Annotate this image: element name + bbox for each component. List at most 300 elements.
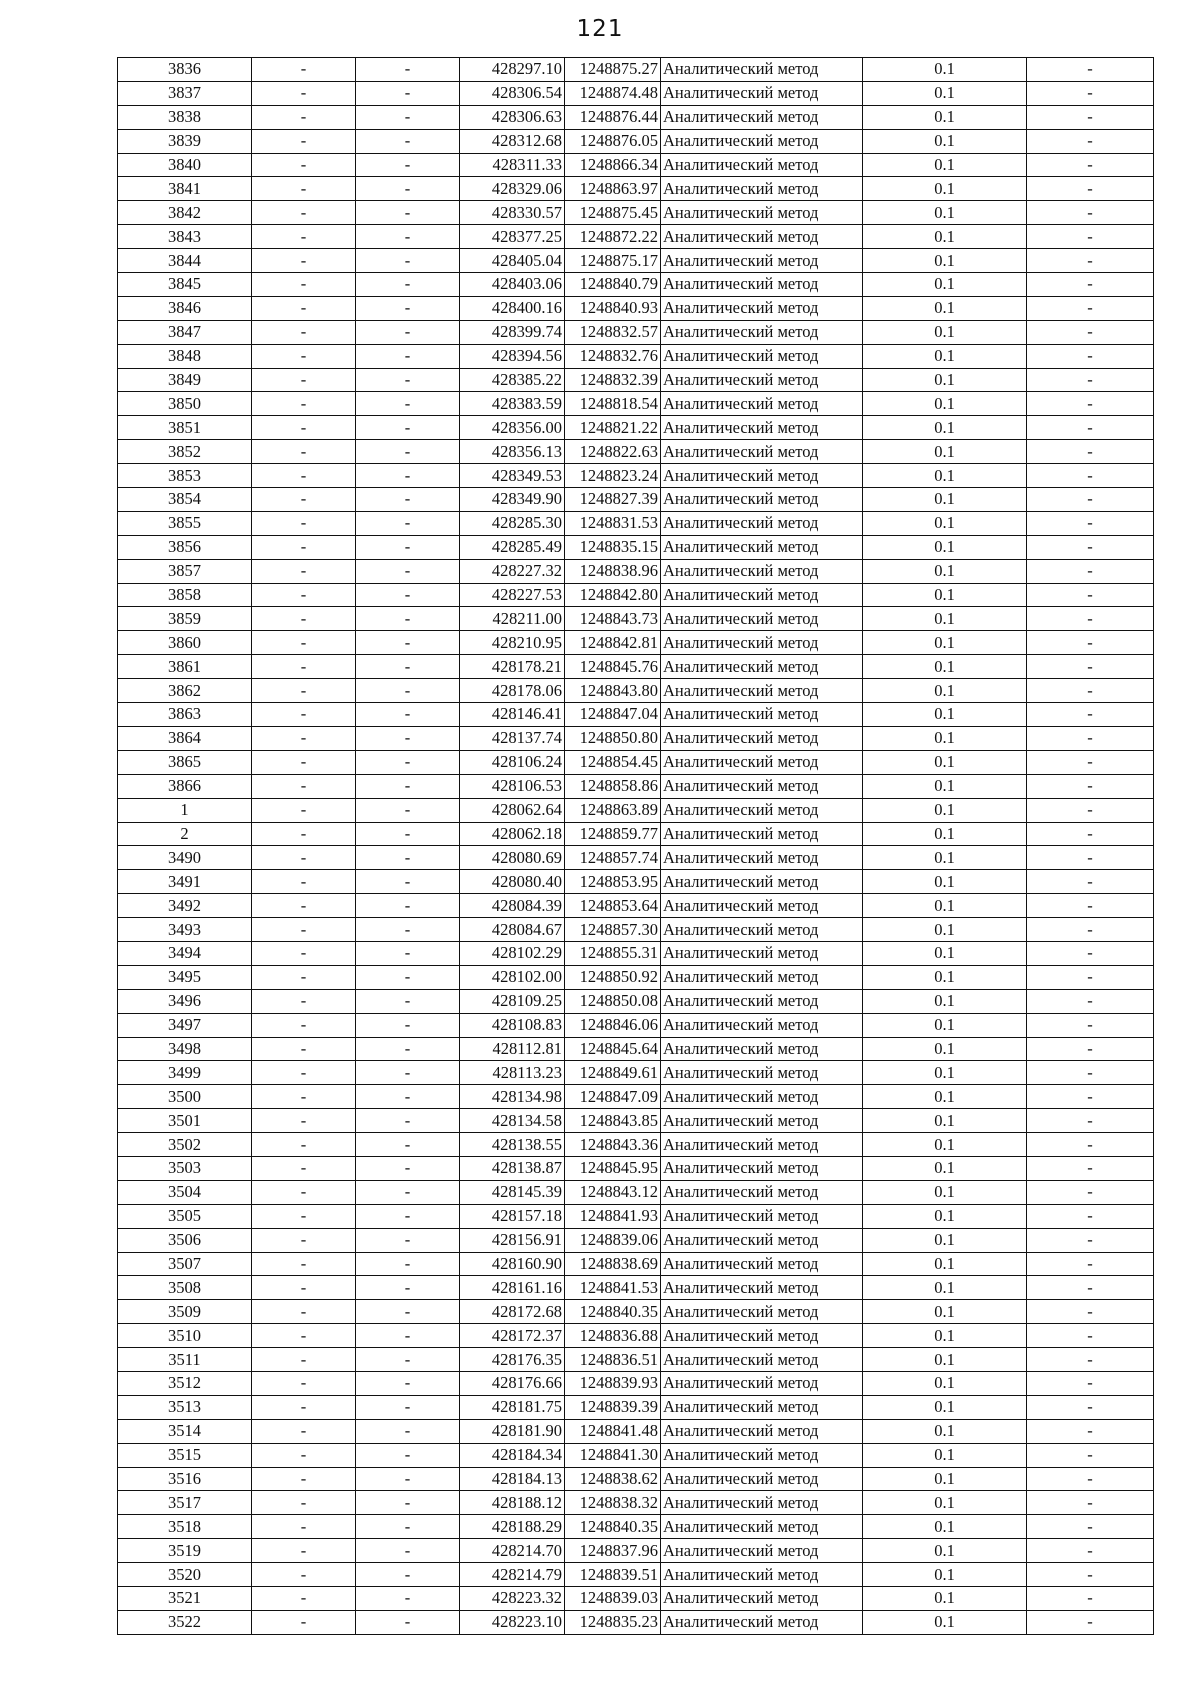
accuracy-cell: 0.1 <box>863 1610 1027 1634</box>
dash-cell: - <box>356 105 460 129</box>
table-row <box>118 1037 1154 1061</box>
point-number-cell: 3840 <box>118 153 252 177</box>
dash-cell: - <box>1027 153 1154 177</box>
point-number-cell: 3497 <box>118 1013 252 1037</box>
dash-cell: - <box>1027 1419 1154 1443</box>
dash-cell: - <box>1027 989 1154 1013</box>
dash-cell: - <box>1027 464 1154 488</box>
point-number-cell: 3866 <box>118 774 252 798</box>
dash-cell: - <box>1027 679 1154 703</box>
table-row <box>118 846 1154 870</box>
point-number-cell: 3491 <box>118 870 252 894</box>
y-coordinate-cell: 1248840.79 <box>565 273 661 297</box>
point-number-cell: 3865 <box>118 750 252 774</box>
accuracy-cell: 0.1 <box>863 559 1027 583</box>
accuracy-cell: 0.1 <box>863 846 1027 870</box>
table-row <box>118 583 1154 607</box>
table-row <box>118 1467 1154 1491</box>
method-cell: Аналитический метод <box>661 1587 863 1611</box>
accuracy-cell: 0.1 <box>863 1467 1027 1491</box>
point-number-cell: 3839 <box>118 129 252 153</box>
point-number-cell: 3846 <box>118 296 252 320</box>
method-cell: Аналитический метод <box>661 1419 863 1443</box>
method-cell: Аналитический метод <box>661 1133 863 1157</box>
dash-cell: - <box>1027 320 1154 344</box>
point-number-cell: 3844 <box>118 249 252 273</box>
accuracy-cell: 0.1 <box>863 1419 1027 1443</box>
table-row <box>118 392 1154 416</box>
dash-cell: - <box>356 1133 460 1157</box>
y-coordinate-cell: 1248854.45 <box>565 750 661 774</box>
table-row <box>118 225 1154 249</box>
accuracy-cell: 0.1 <box>863 440 1027 464</box>
dash-cell: - <box>356 798 460 822</box>
dash-cell: - <box>1027 1395 1154 1419</box>
accuracy-cell: 0.1 <box>863 1371 1027 1395</box>
dash-cell: - <box>356 1037 460 1061</box>
dash-cell: - <box>356 1061 460 1085</box>
dash-cell: - <box>1027 631 1154 655</box>
table-row <box>118 249 1154 273</box>
table-row <box>118 607 1154 631</box>
dash-cell: - <box>1027 296 1154 320</box>
accuracy-cell: 0.1 <box>863 989 1027 1013</box>
dash-cell: - <box>356 535 460 559</box>
dash-cell: - <box>252 1204 356 1228</box>
y-coordinate-cell: 1248836.51 <box>565 1348 661 1372</box>
x-coordinate-cell: 428223.32 <box>460 1587 565 1611</box>
accuracy-cell: 0.1 <box>863 153 1027 177</box>
point-number-cell: 3503 <box>118 1156 252 1180</box>
dash-cell: - <box>356 1156 460 1180</box>
x-coordinate-cell: 428178.21 <box>460 655 565 679</box>
table-row <box>118 440 1154 464</box>
dash-cell: - <box>252 1443 356 1467</box>
method-cell: Аналитический метод <box>661 1443 863 1467</box>
x-coordinate-cell: 428080.69 <box>460 846 565 870</box>
dash-cell: - <box>252 1587 356 1611</box>
dash-cell: - <box>1027 177 1154 201</box>
table-row <box>118 320 1154 344</box>
point-number-cell: 3522 <box>118 1610 252 1634</box>
table-row <box>118 1395 1154 1419</box>
x-coordinate-cell: 428306.63 <box>460 105 565 129</box>
point-number-cell: 3857 <box>118 559 252 583</box>
dash-cell: - <box>356 655 460 679</box>
y-coordinate-cell: 1248840.93 <box>565 296 661 320</box>
dash-cell: - <box>356 464 460 488</box>
method-cell: Аналитический метод <box>661 1491 863 1515</box>
dash-cell: - <box>252 1133 356 1157</box>
table-row <box>118 1371 1154 1395</box>
accuracy-cell: 0.1 <box>863 344 1027 368</box>
dash-cell: - <box>252 1276 356 1300</box>
table-row <box>118 1443 1154 1467</box>
dash-cell: - <box>252 631 356 655</box>
dash-cell: - <box>356 679 460 703</box>
x-coordinate-cell: 428108.83 <box>460 1013 565 1037</box>
y-coordinate-cell: 1248835.23 <box>565 1610 661 1634</box>
y-coordinate-cell: 1248875.45 <box>565 201 661 225</box>
point-number-cell: 3505 <box>118 1204 252 1228</box>
dash-cell: - <box>356 607 460 631</box>
accuracy-cell: 0.1 <box>863 822 1027 846</box>
x-coordinate-cell: 428138.87 <box>460 1156 565 1180</box>
x-coordinate-cell: 428188.29 <box>460 1515 565 1539</box>
point-number-cell: 3854 <box>118 488 252 512</box>
accuracy-cell: 0.1 <box>863 249 1027 273</box>
point-number-cell: 3845 <box>118 273 252 297</box>
method-cell: Аналитический метод <box>661 894 863 918</box>
dash-cell: - <box>252 1610 356 1634</box>
method-cell: Аналитический метод <box>661 798 863 822</box>
accuracy-cell: 0.1 <box>863 320 1027 344</box>
method-cell: Аналитический метод <box>661 129 863 153</box>
dash-cell: - <box>252 774 356 798</box>
y-coordinate-cell: 1248855.31 <box>565 941 661 965</box>
dash-cell: - <box>252 798 356 822</box>
x-coordinate-cell: 428306.54 <box>460 81 565 105</box>
accuracy-cell: 0.1 <box>863 1395 1027 1419</box>
accuracy-cell: 0.1 <box>863 894 1027 918</box>
y-coordinate-cell: 1248836.88 <box>565 1324 661 1348</box>
dash-cell: - <box>1027 416 1154 440</box>
dash-cell: - <box>1027 1610 1154 1634</box>
dash-cell: - <box>1027 273 1154 297</box>
dash-cell: - <box>356 1467 460 1491</box>
x-coordinate-cell: 428356.13 <box>460 440 565 464</box>
point-number-cell: 3511 <box>118 1348 252 1372</box>
dash-cell: - <box>252 703 356 727</box>
table-row <box>118 1300 1154 1324</box>
x-coordinate-cell: 428146.41 <box>460 703 565 727</box>
method-cell: Аналитический метод <box>661 1610 863 1634</box>
dash-cell: - <box>1027 918 1154 942</box>
dash-cell: - <box>356 726 460 750</box>
table-row <box>118 1252 1154 1276</box>
accuracy-cell: 0.1 <box>863 58 1027 82</box>
accuracy-cell: 0.1 <box>863 1109 1027 1133</box>
point-number-cell: 3520 <box>118 1563 252 1587</box>
table-row <box>118 774 1154 798</box>
dash-cell: - <box>252 1013 356 1037</box>
method-cell: Аналитический метод <box>661 1085 863 1109</box>
dash-cell: - <box>252 1467 356 1491</box>
point-number-cell: 3500 <box>118 1085 252 1109</box>
dash-cell: - <box>1027 750 1154 774</box>
dash-cell: - <box>252 320 356 344</box>
dash-cell: - <box>356 1013 460 1037</box>
dash-cell: - <box>356 1515 460 1539</box>
x-coordinate-cell: 428188.12 <box>460 1491 565 1515</box>
method-cell: Аналитический метод <box>661 81 863 105</box>
method-cell: Аналитический метод <box>661 1395 863 1419</box>
dash-cell: - <box>252 344 356 368</box>
dash-cell: - <box>252 870 356 894</box>
method-cell: Аналитический метод <box>661 320 863 344</box>
x-coordinate-cell: 428311.33 <box>460 153 565 177</box>
dash-cell: - <box>1027 1515 1154 1539</box>
x-coordinate-cell: 428172.68 <box>460 1300 565 1324</box>
method-cell: Аналитический метод <box>661 870 863 894</box>
table-row <box>118 1276 1154 1300</box>
dash-cell: - <box>1027 846 1154 870</box>
accuracy-cell: 0.1 <box>863 368 1027 392</box>
point-number-cell: 3517 <box>118 1491 252 1515</box>
method-cell: Аналитический метод <box>661 822 863 846</box>
method-cell: Аналитический метод <box>661 511 863 535</box>
dash-cell: - <box>1027 1443 1154 1467</box>
accuracy-cell: 0.1 <box>863 965 1027 989</box>
point-number-cell: 3494 <box>118 941 252 965</box>
y-coordinate-cell: 1248842.81 <box>565 631 661 655</box>
method-cell: Аналитический метод <box>661 631 863 655</box>
dash-cell: - <box>356 703 460 727</box>
table-row <box>118 416 1154 440</box>
table-row <box>118 1610 1154 1634</box>
point-number-cell: 3838 <box>118 105 252 129</box>
dash-cell: - <box>252 129 356 153</box>
point-number-cell: 3512 <box>118 1371 252 1395</box>
dash-cell: - <box>252 679 356 703</box>
dash-cell: - <box>1027 1348 1154 1372</box>
method-cell: Аналитический метод <box>661 1371 863 1395</box>
accuracy-cell: 0.1 <box>863 1204 1027 1228</box>
dash-cell: - <box>356 1252 460 1276</box>
table-row <box>118 58 1154 82</box>
x-coordinate-cell: 428157.18 <box>460 1204 565 1228</box>
accuracy-cell: 0.1 <box>863 392 1027 416</box>
y-coordinate-cell: 1248841.53 <box>565 1276 661 1300</box>
dash-cell: - <box>1027 1371 1154 1395</box>
y-coordinate-cell: 1248858.86 <box>565 774 661 798</box>
accuracy-cell: 0.1 <box>863 511 1027 535</box>
dash-cell: - <box>356 177 460 201</box>
dash-cell: - <box>356 965 460 989</box>
dash-cell: - <box>252 511 356 535</box>
dash-cell: - <box>252 1395 356 1419</box>
accuracy-cell: 0.1 <box>863 1491 1027 1515</box>
dash-cell: - <box>356 822 460 846</box>
dash-cell: - <box>1027 798 1154 822</box>
coordinates-table <box>117 57 1154 1635</box>
accuracy-cell: 0.1 <box>863 1539 1027 1563</box>
dash-cell: - <box>356 488 460 512</box>
dash-cell: - <box>356 774 460 798</box>
y-coordinate-cell: 1248839.39 <box>565 1395 661 1419</box>
dash-cell: - <box>356 1610 460 1634</box>
table-row <box>118 177 1154 201</box>
y-coordinate-cell: 1248850.80 <box>565 726 661 750</box>
y-coordinate-cell: 1248821.22 <box>565 416 661 440</box>
dash-cell: - <box>252 1300 356 1324</box>
dash-cell: - <box>1027 201 1154 225</box>
accuracy-cell: 0.1 <box>863 1515 1027 1539</box>
x-coordinate-cell: 428181.75 <box>460 1395 565 1419</box>
point-number-cell: 3863 <box>118 703 252 727</box>
dash-cell: - <box>1027 225 1154 249</box>
method-cell: Аналитический метод <box>661 177 863 201</box>
dash-cell: - <box>1027 822 1154 846</box>
point-number-cell: 3513 <box>118 1395 252 1419</box>
accuracy-cell: 0.1 <box>863 679 1027 703</box>
x-coordinate-cell: 428137.74 <box>460 726 565 750</box>
accuracy-cell: 0.1 <box>863 1300 1027 1324</box>
method-cell: Аналитический метод <box>661 1324 863 1348</box>
x-coordinate-cell: 428080.40 <box>460 870 565 894</box>
x-coordinate-cell: 428176.35 <box>460 1348 565 1372</box>
y-coordinate-cell: 1248876.05 <box>565 129 661 153</box>
dash-cell: - <box>356 153 460 177</box>
y-coordinate-cell: 1248837.96 <box>565 1539 661 1563</box>
table-row <box>118 750 1154 774</box>
dash-cell: - <box>252 1371 356 1395</box>
dash-cell: - <box>252 153 356 177</box>
dash-cell: - <box>1027 726 1154 750</box>
method-cell: Аналитический метод <box>661 583 863 607</box>
dash-cell: - <box>1027 1563 1154 1587</box>
accuracy-cell: 0.1 <box>863 296 1027 320</box>
dash-cell: - <box>1027 1156 1154 1180</box>
method-cell: Аналитический метод <box>661 1467 863 1491</box>
dash-cell: - <box>356 1276 460 1300</box>
dash-cell: - <box>1027 58 1154 82</box>
dash-cell: - <box>252 965 356 989</box>
y-coordinate-cell: 1248838.69 <box>565 1252 661 1276</box>
method-cell: Аналитический метод <box>661 1348 863 1372</box>
x-coordinate-cell: 428394.56 <box>460 344 565 368</box>
dash-cell: - <box>356 1371 460 1395</box>
dash-cell: - <box>1027 941 1154 965</box>
accuracy-cell: 0.1 <box>863 726 1027 750</box>
accuracy-cell: 0.1 <box>863 1324 1027 1348</box>
accuracy-cell: 0.1 <box>863 201 1027 225</box>
dash-cell: - <box>252 894 356 918</box>
dash-cell: - <box>1027 1228 1154 1252</box>
method-cell: Аналитический метод <box>661 296 863 320</box>
method-cell: Аналитический метод <box>661 1204 863 1228</box>
accuracy-cell: 0.1 <box>863 81 1027 105</box>
method-cell: Аналитический метод <box>661 559 863 583</box>
y-coordinate-cell: 1248827.39 <box>565 488 661 512</box>
y-coordinate-cell: 1248853.64 <box>565 894 661 918</box>
table-row <box>118 822 1154 846</box>
y-coordinate-cell: 1248846.06 <box>565 1013 661 1037</box>
dash-cell: - <box>1027 1276 1154 1300</box>
y-coordinate-cell: 1248818.54 <box>565 392 661 416</box>
dash-cell: - <box>252 559 356 583</box>
accuracy-cell: 0.1 <box>863 1037 1027 1061</box>
dash-cell: - <box>252 1037 356 1061</box>
dash-cell: - <box>356 1491 460 1515</box>
y-coordinate-cell: 1248875.17 <box>565 249 661 273</box>
dash-cell: - <box>1027 1539 1154 1563</box>
table-row <box>118 1563 1154 1587</box>
point-number-cell: 3508 <box>118 1276 252 1300</box>
x-coordinate-cell: 428178.06 <box>460 679 565 703</box>
accuracy-cell: 0.1 <box>863 1013 1027 1037</box>
dash-cell: - <box>1027 559 1154 583</box>
dash-cell: - <box>356 344 460 368</box>
point-number-cell: 3518 <box>118 1515 252 1539</box>
dash-cell: - <box>356 1395 460 1419</box>
table-row <box>118 1419 1154 1443</box>
dash-cell: - <box>1027 440 1154 464</box>
dash-cell: - <box>356 941 460 965</box>
accuracy-cell: 0.1 <box>863 870 1027 894</box>
point-number-cell: 3837 <box>118 81 252 105</box>
method-cell: Аналитический метод <box>661 344 863 368</box>
table-row <box>118 1204 1154 1228</box>
point-number-cell: 3492 <box>118 894 252 918</box>
dash-cell: - <box>252 535 356 559</box>
dash-cell: - <box>356 416 460 440</box>
y-coordinate-cell: 1248839.03 <box>565 1587 661 1611</box>
table-row <box>118 1109 1154 1133</box>
dash-cell: - <box>356 1587 460 1611</box>
y-coordinate-cell: 1248853.95 <box>565 870 661 894</box>
dash-cell: - <box>252 1109 356 1133</box>
dash-cell: - <box>252 655 356 679</box>
x-coordinate-cell: 428156.91 <box>460 1228 565 1252</box>
dash-cell: - <box>252 273 356 297</box>
point-number-cell: 3507 <box>118 1252 252 1276</box>
method-cell: Аналитический метод <box>661 655 863 679</box>
dash-cell: - <box>252 177 356 201</box>
method-cell: Аналитический метод <box>661 1563 863 1587</box>
accuracy-cell: 0.1 <box>863 1563 1027 1587</box>
point-number-cell: 3495 <box>118 965 252 989</box>
table-row <box>118 703 1154 727</box>
dash-cell: - <box>1027 655 1154 679</box>
x-coordinate-cell: 428214.70 <box>460 1539 565 1563</box>
accuracy-cell: 0.1 <box>863 488 1027 512</box>
x-coordinate-cell: 428062.18 <box>460 822 565 846</box>
dash-cell: - <box>1027 1061 1154 1085</box>
dash-cell: - <box>356 249 460 273</box>
dash-cell: - <box>356 1443 460 1467</box>
dash-cell: - <box>252 81 356 105</box>
dash-cell: - <box>356 1085 460 1109</box>
accuracy-cell: 0.1 <box>863 941 1027 965</box>
method-cell: Аналитический метод <box>661 225 863 249</box>
table-row <box>118 1491 1154 1515</box>
table-row <box>118 918 1154 942</box>
x-coordinate-cell: 428211.00 <box>460 607 565 631</box>
y-coordinate-cell: 1248845.95 <box>565 1156 661 1180</box>
method-cell: Аналитический метод <box>661 607 863 631</box>
table-row <box>118 511 1154 535</box>
y-coordinate-cell: 1248847.04 <box>565 703 661 727</box>
table-row <box>118 679 1154 703</box>
dash-cell: - <box>356 1563 460 1587</box>
dash-cell: - <box>252 1491 356 1515</box>
dash-cell: - <box>252 1563 356 1587</box>
table-row <box>118 726 1154 750</box>
y-coordinate-cell: 1248843.73 <box>565 607 661 631</box>
accuracy-cell: 0.1 <box>863 1133 1027 1157</box>
method-cell: Аналитический метод <box>661 201 863 225</box>
x-coordinate-cell: 428184.34 <box>460 1443 565 1467</box>
x-coordinate-cell: 428227.53 <box>460 583 565 607</box>
x-coordinate-cell: 428161.16 <box>460 1276 565 1300</box>
dash-cell: - <box>356 1539 460 1563</box>
x-coordinate-cell: 428297.10 <box>460 58 565 82</box>
dash-cell: - <box>252 1156 356 1180</box>
dash-cell: - <box>1027 392 1154 416</box>
point-number-cell: 3515 <box>118 1443 252 1467</box>
dash-cell: - <box>356 511 460 535</box>
